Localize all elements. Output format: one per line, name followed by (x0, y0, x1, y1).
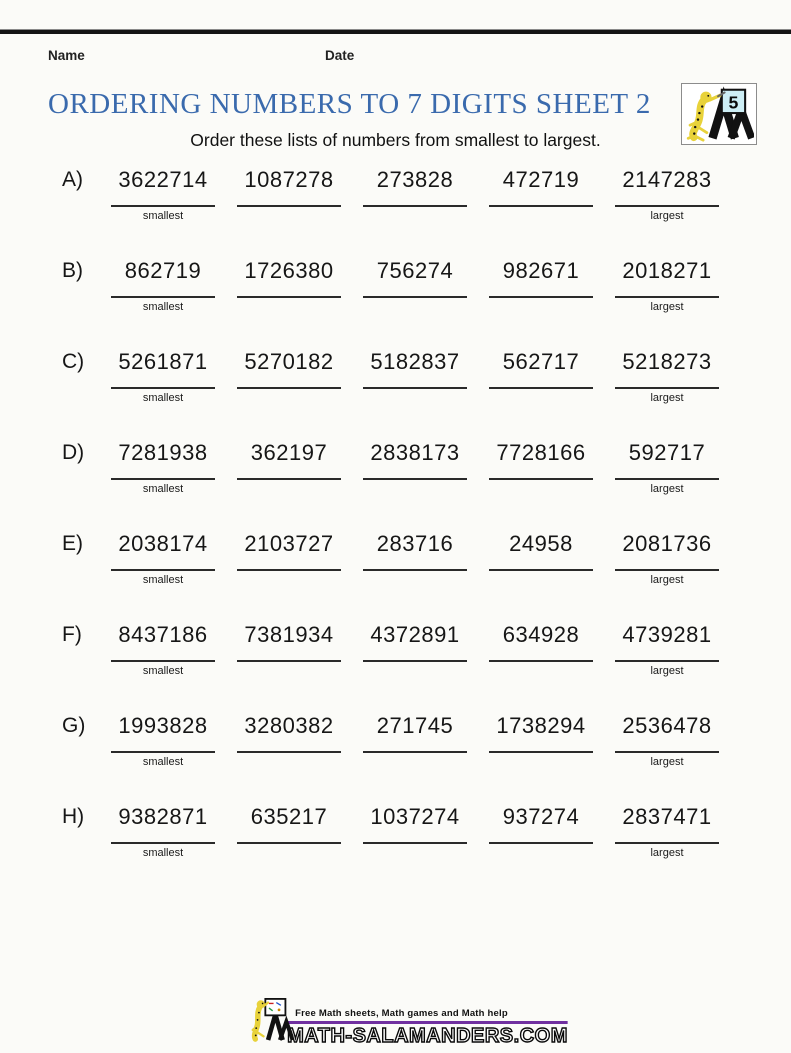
number-value: 1037274 (370, 804, 460, 829)
number-column (100, 348, 226, 405)
answer-hint (352, 756, 478, 769)
number-column (226, 803, 352, 860)
number-column (604, 803, 730, 860)
answer-hint (478, 392, 604, 405)
answer-line[interactable] (615, 751, 719, 753)
number-value: 862719 (124, 258, 202, 283)
name-label: Name (48, 48, 85, 63)
meta-row (0, 48, 791, 66)
number-value: 3622714 (118, 167, 208, 192)
question-row (48, 439, 791, 496)
answer-hint: smallest (142, 756, 184, 768)
answer-line[interactable] (237, 569, 341, 571)
number-value: 1993828 (118, 713, 208, 738)
number-value: 937274 (502, 804, 580, 829)
number-value: 634928 (502, 622, 580, 647)
answer-hint (478, 665, 604, 678)
answer-line[interactable] (363, 387, 467, 389)
number-column (100, 803, 226, 860)
page-title: ORDERING NUMBERS TO 7 DIGITS SHEET 2 (48, 88, 651, 120)
answer-line[interactable] (363, 296, 467, 298)
number-value: 3280382 (244, 713, 334, 738)
number-column (604, 621, 730, 678)
answer-hint: largest (650, 847, 684, 859)
number-column (478, 530, 604, 587)
answer-line[interactable] (111, 842, 215, 844)
number-column (352, 803, 478, 860)
number-value: 2081736 (622, 531, 712, 556)
number-column (604, 348, 730, 405)
top-divider (0, 29, 791, 34)
answer-line[interactable] (111, 569, 215, 571)
number-column (352, 348, 478, 405)
number-column (100, 621, 226, 678)
salamander-easel-icon (251, 996, 293, 1042)
answer-hint (478, 847, 604, 860)
number-column (352, 439, 478, 496)
number-column (478, 621, 604, 678)
number-column (352, 621, 478, 678)
question-row (48, 621, 791, 678)
number-value: 7728166 (496, 440, 586, 465)
question-row (48, 257, 791, 314)
number-value: 8437186 (118, 622, 208, 647)
number-column (100, 530, 226, 587)
footer-logo (251, 996, 293, 1047)
answer-line[interactable] (363, 751, 467, 753)
answer-line[interactable] (489, 478, 593, 480)
answer-line[interactable] (363, 205, 467, 207)
number-column (100, 712, 226, 769)
instructions-text: Order these lists of numbers from smallest to largest. (190, 130, 601, 150)
number-value: 4739281 (622, 622, 712, 647)
number-column (226, 257, 352, 314)
answer-line[interactable] (237, 842, 341, 844)
number-column (478, 712, 604, 769)
number-column (226, 712, 352, 769)
answer-hint (226, 847, 352, 860)
answer-line[interactable] (237, 296, 341, 298)
answer-line[interactable] (363, 660, 467, 662)
question-row (48, 348, 791, 405)
footer-site-name: MATH-SALAMANDERS.COM (287, 1025, 568, 1047)
answer-line[interactable] (237, 387, 341, 389)
question-label: B) (62, 259, 83, 282)
question-label: D) (62, 441, 85, 464)
number-value: 5270182 (244, 349, 334, 374)
answer-hint (478, 756, 604, 769)
answer-hint: largest (650, 301, 684, 313)
answer-line[interactable] (237, 205, 341, 207)
answer-hint (478, 301, 604, 314)
number-value: 271745 (376, 713, 454, 738)
answer-line[interactable] (237, 478, 341, 480)
answer-hint (226, 301, 352, 314)
question-row (48, 530, 791, 587)
math-salamanders-badge (681, 83, 757, 145)
salamander-badge-icon (684, 86, 754, 142)
number-column (478, 166, 604, 223)
answer-hint: largest (650, 483, 684, 495)
answer-hint (226, 483, 352, 496)
number-column (226, 348, 352, 405)
answer-hint (352, 301, 478, 314)
answer-hint (352, 665, 478, 678)
answer-hint: smallest (142, 392, 184, 404)
question-row (48, 803, 791, 860)
number-value: 982671 (502, 258, 580, 283)
answer-line[interactable] (363, 842, 467, 844)
answer-line[interactable] (111, 205, 215, 207)
answer-hint: largest (650, 392, 684, 404)
number-column (226, 166, 352, 223)
number-column (100, 257, 226, 314)
number-column (478, 348, 604, 405)
answer-hint (352, 483, 478, 496)
footer-tagline: Free Math sheets, Math games and Math help (295, 1008, 508, 1019)
number-column (604, 439, 730, 496)
answer-line[interactable] (489, 387, 593, 389)
number-value: 273828 (376, 167, 454, 192)
badge-number: 5 (728, 92, 739, 113)
number-value: 24958 (509, 531, 573, 556)
number-value: 4372891 (370, 622, 460, 647)
question-row (48, 712, 791, 769)
number-value: 756274 (376, 258, 454, 283)
number-column (226, 439, 352, 496)
answer-hint: largest (650, 756, 684, 768)
number-column (478, 439, 604, 496)
date-label: Date (325, 48, 355, 63)
question-label: E) (62, 532, 83, 555)
answer-hint (478, 210, 604, 223)
number-value: 9382871 (118, 804, 208, 829)
answer-hint (478, 483, 604, 496)
answer-line[interactable] (111, 387, 215, 389)
number-value: 2103727 (244, 531, 334, 556)
number-value: 5182837 (370, 349, 460, 374)
number-value: 2147283 (622, 167, 712, 192)
answer-hint: smallest (142, 210, 184, 222)
number-value: 2837471 (622, 804, 712, 829)
answer-line[interactable] (489, 660, 593, 662)
answer-hint (352, 392, 478, 405)
number-column (352, 530, 478, 587)
question-label: C) (62, 350, 85, 373)
number-value: 1726380 (244, 258, 334, 283)
answer-hint (226, 392, 352, 405)
number-column (100, 439, 226, 496)
number-value: 5261871 (118, 349, 208, 374)
question-row (48, 166, 791, 223)
answer-line[interactable] (615, 296, 719, 298)
number-column (604, 257, 730, 314)
answer-hint: smallest (142, 483, 184, 495)
number-value: 283716 (376, 531, 454, 556)
number-value: 592717 (628, 440, 706, 465)
answer-line[interactable] (489, 296, 593, 298)
number-column (352, 712, 478, 769)
answer-hint: largest (650, 665, 684, 677)
answer-line[interactable] (237, 660, 341, 662)
answer-hint (478, 574, 604, 587)
number-column (604, 712, 730, 769)
answer-hint (226, 665, 352, 678)
number-column (226, 621, 352, 678)
number-value: 1087278 (244, 167, 334, 192)
answer-line[interactable] (111, 751, 215, 753)
answer-hint (352, 210, 478, 223)
number-value: 2018271 (622, 258, 712, 283)
number-value: 7381934 (244, 622, 334, 647)
number-column (604, 530, 730, 587)
answer-hint: largest (650, 574, 684, 586)
number-value: 2838173 (370, 440, 460, 465)
answer-hint: smallest (142, 847, 184, 859)
number-value: 362197 (250, 440, 328, 465)
answer-line[interactable] (615, 569, 719, 571)
answer-line[interactable] (489, 205, 593, 207)
number-value: 562717 (502, 349, 580, 374)
answer-line[interactable] (489, 842, 593, 844)
number-value: 2038174 (118, 531, 208, 556)
answer-hint (226, 210, 352, 223)
number-value: 2536478 (622, 713, 712, 738)
question-label: G) (62, 714, 86, 737)
answer-line[interactable] (363, 569, 467, 571)
number-column (352, 166, 478, 223)
number-column (604, 166, 730, 223)
answer-line[interactable] (111, 478, 215, 480)
question-label: H) (62, 805, 85, 828)
answer-hint (226, 756, 352, 769)
answer-hint: smallest (142, 574, 184, 586)
question-label: F) (62, 623, 82, 646)
number-column (352, 257, 478, 314)
number-value: 1738294 (496, 713, 586, 738)
answer-hint: largest (650, 210, 684, 222)
answer-hint (226, 574, 352, 587)
answer-line[interactable] (615, 205, 719, 207)
answer-line[interactable] (111, 660, 215, 662)
number-column (478, 257, 604, 314)
footer (251, 996, 568, 1047)
answer-line[interactable] (615, 478, 719, 480)
answer-line[interactable] (111, 296, 215, 298)
answer-line[interactable] (615, 387, 719, 389)
number-value: 472719 (502, 167, 580, 192)
number-value: 7281938 (118, 440, 208, 465)
answer-hint (352, 574, 478, 587)
answer-hint: smallest (142, 665, 184, 677)
answer-line[interactable] (615, 842, 719, 844)
answer-line[interactable] (489, 751, 593, 753)
answer-hint: smallest (142, 301, 184, 313)
number-value: 5218273 (622, 349, 712, 374)
number-column (226, 530, 352, 587)
answer-hint (352, 847, 478, 860)
answer-line[interactable] (237, 751, 341, 753)
footer-text (287, 1008, 568, 1047)
answer-line[interactable] (489, 569, 593, 571)
number-column (478, 803, 604, 860)
number-column (100, 166, 226, 223)
questions (0, 166, 791, 860)
number-value: 635217 (250, 804, 328, 829)
answer-line[interactable] (363, 478, 467, 480)
question-label: A) (62, 168, 83, 191)
answer-line[interactable] (615, 660, 719, 662)
